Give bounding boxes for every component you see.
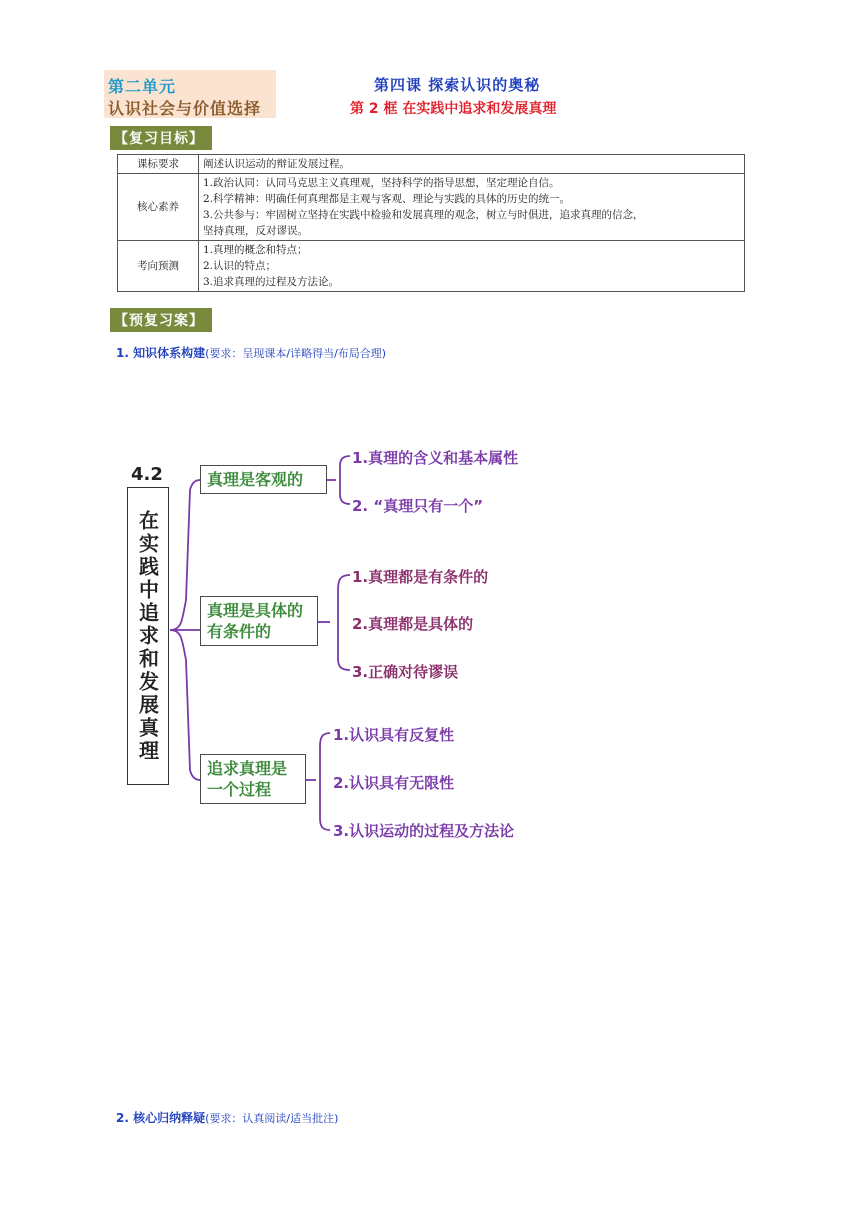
mindmap-leaf: 3.认识运动的过程及方法论 [333,822,515,840]
mindmap-branch: 真理是客观的 [200,465,327,494]
section-review-goals: 【复习目标】 [110,126,212,150]
mindmap-root [127,487,169,785]
mindmap-leaf: 2.认识具有无限性 [333,774,455,792]
goals-line: 2.科学精神：明确任何真理都是主观与客观、理论与实践的具体的历史的统一。 [203,193,571,205]
mindmap-leaf: 1.真理都是有条件的 [352,568,489,586]
mindmap-section-number: 4.2 [131,464,163,485]
item-title: 1. 知识体系构建 [116,346,206,360]
mindmap-leaf: 2. “真理只有一个” [352,497,484,515]
goals-line: 2.认识的特点； [203,260,277,272]
goals-line: 3.追求真理的过程及方法论。 [203,276,340,288]
mindmap-leaf: 2.真理都是具体的 [352,615,474,633]
item-title: 2. 核心归纳释疑 [116,1111,206,1125]
unit-number: 第二单元 [108,77,177,96]
mindmap-branch: 追求真理是一个过程 [200,754,306,804]
goals-line: 坚持真理，反对谬误。 [203,225,308,237]
lesson-title: 第四课 探索认识的奥秘 [374,76,541,94]
goals-line: 1.政治认同：认同马克思主义真理观，坚持科学的指导思想，坚定理论自信。 [203,177,560,189]
mindmap-branch: 真理是具体的有条件的 [200,596,318,646]
goals-line: 阐述认识运动的辩证发展过程。 [203,158,350,170]
mindmap-leaf: 3.正确对待谬误 [352,663,459,681]
goals-line: 3.公共参与：牢固树立坚持在实践中检验和发展真理的观念，树立与时俱进，追求真理的信念， [203,209,644,221]
item-requirement: (要求：呈现课本/详略得当/布局合理) [205,347,387,360]
item-core-summary [116,1109,338,1126]
goals-key: 核心素养 [118,174,199,241]
mindmap-leaf: 1.真理的含义和基本属性 [352,449,519,467]
lesson-subtitle: 第 2 框 在实践中追求和发展真理 [350,101,557,117]
mindmap-leaf: 1.认识具有反复性 [333,726,455,744]
unit-title: 认识社会与价值选择 [108,99,262,118]
section-preview: 【预复习案】 [110,308,212,332]
mindmap-root-label: 在实践中追求和发展真理 [135,509,160,763]
item-requirement: (要求：认真阅读/适当批注) [205,1112,339,1125]
goals-line: 1.真理的概念和特点； [203,244,308,256]
goals-key: 考向预测 [118,241,199,292]
goals-key: 课标要求 [118,155,199,174]
